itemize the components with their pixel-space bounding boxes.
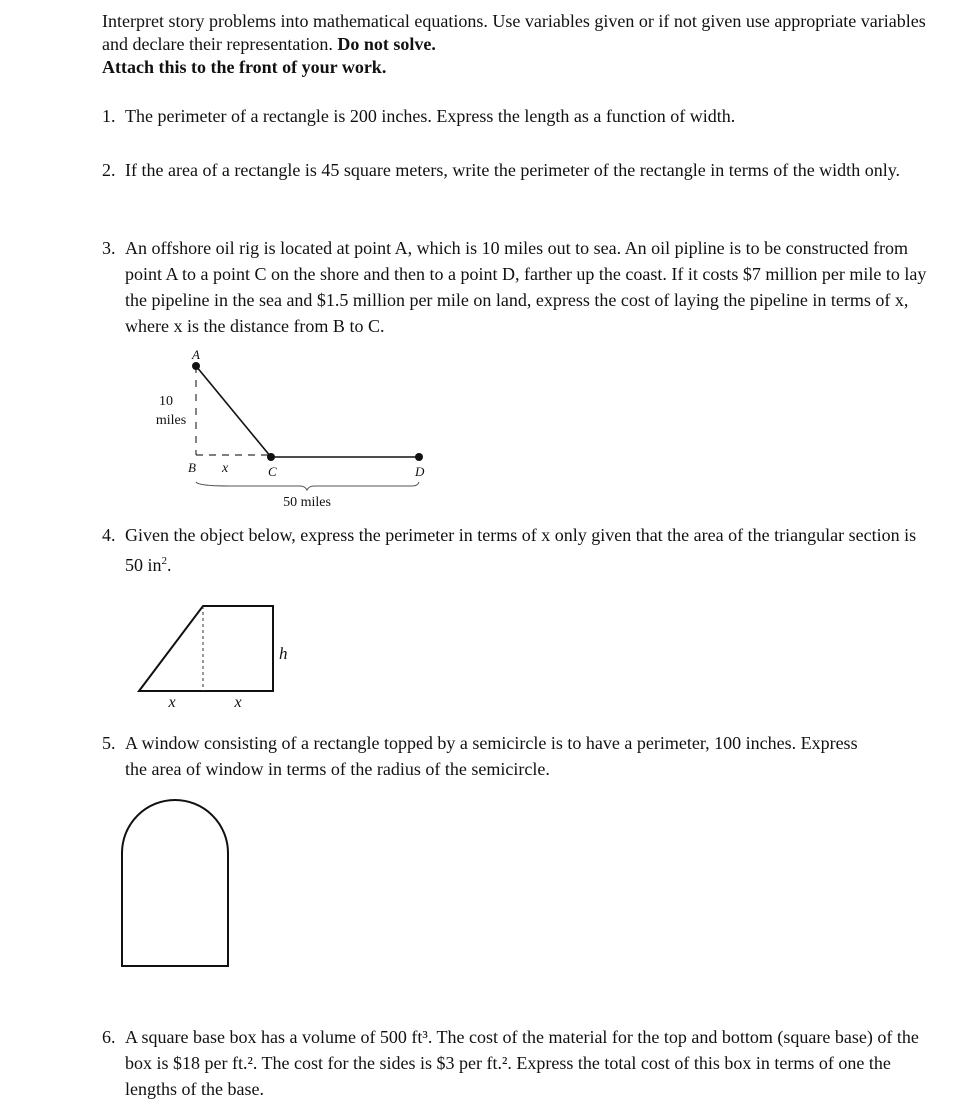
problem-5 [102, 730, 882, 782]
text-b: . [167, 555, 172, 575]
problem-number: 5. [102, 733, 116, 753]
window-shape [122, 800, 228, 966]
label-h: h [279, 644, 288, 663]
problem-text: If the area of a rectangle is 45 square meters, write the perimeter of the rectangle in terms of the width only. [125, 160, 901, 180]
problem-text: A window consisting of a rectangle topped by a semicircle is to have a perimeter, 100 inches. Express the area of window in terms of the radius of the semicircle. [125, 733, 858, 779]
superscript: 2 [161, 555, 168, 567]
label-x: x [222, 461, 229, 476]
problem-number: 2. [102, 160, 116, 180]
instructions-bold: Do not solve. [337, 34, 436, 54]
problem-text: An offshore oil rig is located at point A, which is 10 miles out to sea. An oil pipline is to be constructed from point A to a point C on the shore and then to a point D, farther up the coast. If it costs $7 million per mile to lay the pipeline in the sea and $1.5 million per mile on land, express the cost of laying the pipeline in terms of x, where x is the distance from B to C. [125, 238, 927, 336]
problem-4 [102, 522, 932, 578]
text-a: Given the object below, express the perimeter in terms of x only given that the area of the triangular section is 50 in [125, 525, 917, 575]
label-c: C [268, 464, 277, 479]
label-x2: x [234, 694, 242, 711]
label-miles: miles [155, 413, 187, 428]
problem-number: 4. [102, 525, 116, 545]
instructions-text: Interpret story problems into mathematical equations. Use variables given or if not given use appropriate variables and declare their representation. [102, 11, 926, 54]
label-b: B [188, 460, 196, 475]
instructions-attach: Attach this to the front of your work. [102, 57, 387, 77]
problem-number: 3. [102, 238, 116, 258]
problem-text: A square base box has a volume of 500 ft³. The cost of the material for the top and bottom (square base) of the box is $18 per ft.². The cost for the sides is $3 per ft.². Express the total cost of this box in terms of one the lengths of the base. [125, 1027, 919, 1099]
problem-text: The perimeter of a rectangle is 200 inches. Express the length as a function of width. [125, 106, 736, 126]
label-a: A [192, 347, 200, 362]
problem-number: 1. [102, 106, 116, 126]
label-x1: x [168, 694, 176, 711]
problem-number: 6. [102, 1027, 116, 1047]
label-50-miles: 50 miles [283, 495, 331, 510]
problem-text [125, 522, 932, 578]
label-10: 10 [159, 394, 173, 409]
problem-6 [102, 1024, 932, 1102]
label-d: D [415, 464, 425, 479]
